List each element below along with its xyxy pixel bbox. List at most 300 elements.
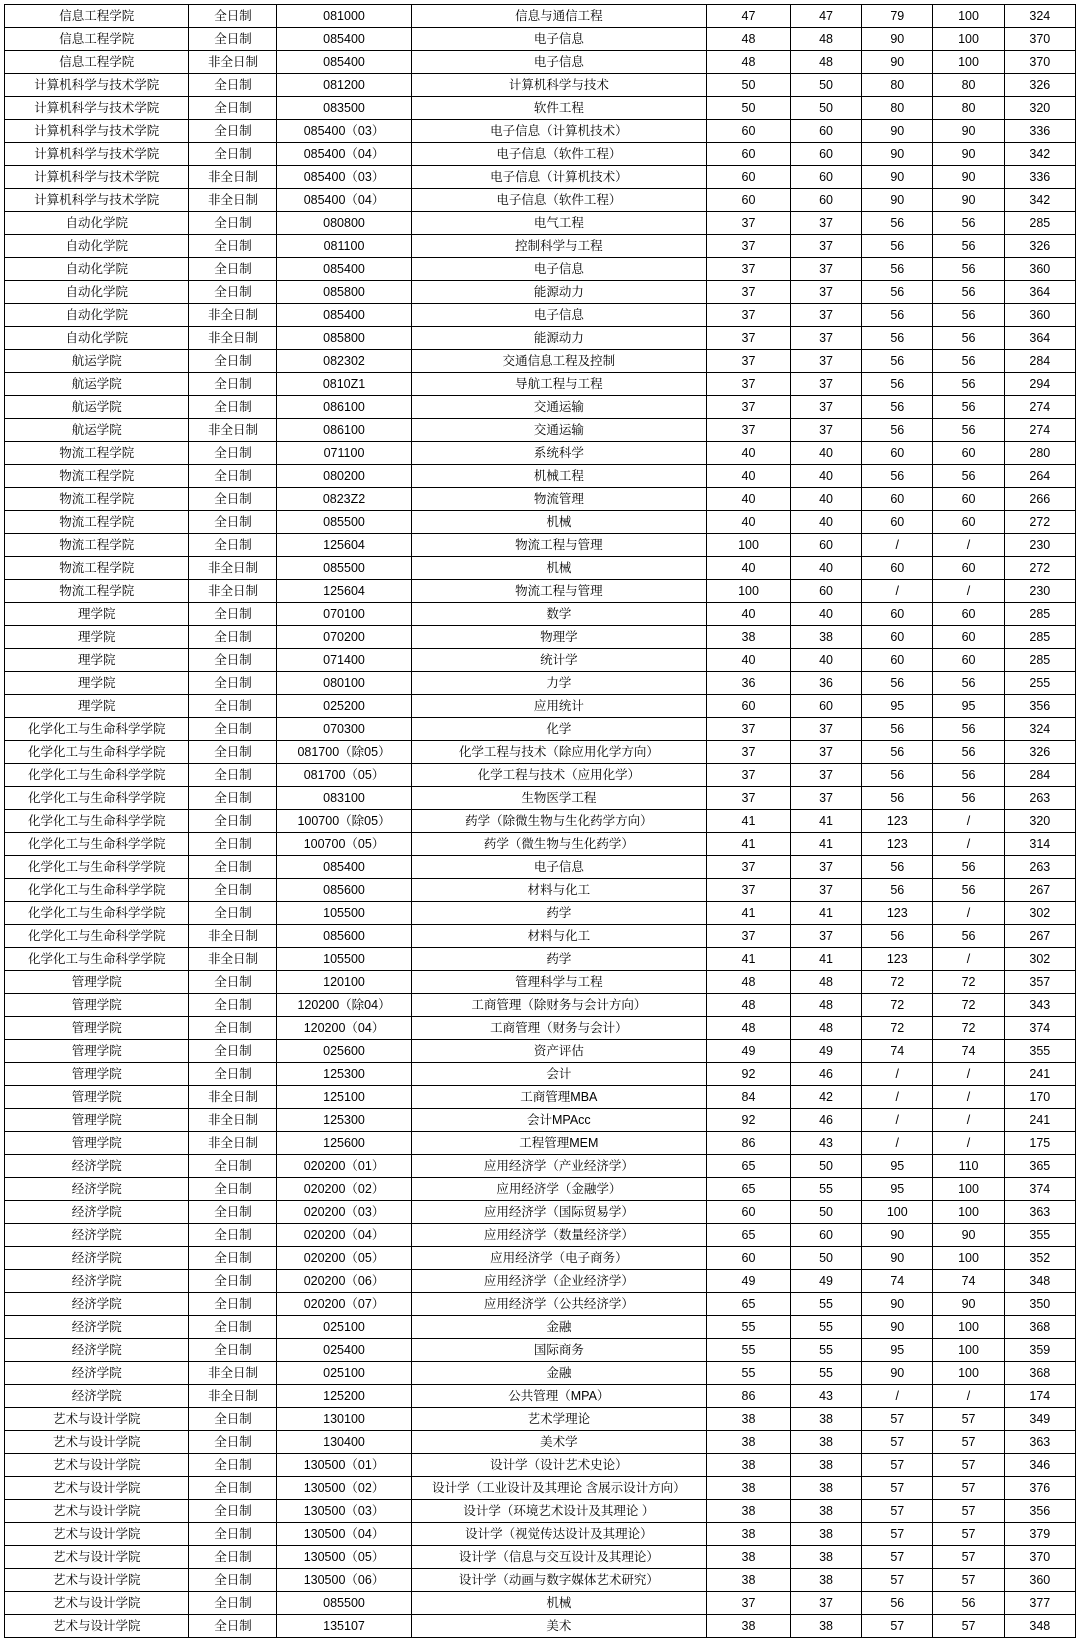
- cell-code: 085400: [277, 28, 411, 51]
- cell-total: 348: [1004, 1615, 1075, 1638]
- cell-v1: 65: [707, 1155, 791, 1178]
- cell-v4: 56: [933, 235, 1004, 258]
- cell-college: 航运学院: [5, 419, 189, 442]
- table-row: [5, 465, 1076, 488]
- cell-study_mode: 全日制: [189, 396, 277, 419]
- table-row: [5, 166, 1076, 189]
- cell-v2: 37: [790, 1592, 861, 1615]
- cell-v1: 55: [707, 1362, 791, 1385]
- cell-code: 020200（01）: [277, 1155, 411, 1178]
- cell-major: 电子信息（计算机技术）: [411, 120, 707, 143]
- cell-code: 120100: [277, 971, 411, 994]
- cell-v1: 40: [707, 603, 791, 626]
- cell-code: 085400: [277, 51, 411, 74]
- cell-college: 管理学院: [5, 971, 189, 994]
- cell-major: 应用经济学（产业经济学）: [411, 1155, 707, 1178]
- cell-total: 342: [1004, 143, 1075, 166]
- cell-v1: 37: [707, 1592, 791, 1615]
- cell-total: 355: [1004, 1040, 1075, 1063]
- cell-college: 理学院: [5, 695, 189, 718]
- cell-v2: 43: [790, 1132, 861, 1155]
- cell-v3: 123: [862, 948, 933, 971]
- cell-code: 125100: [277, 1086, 411, 1109]
- cell-code: 020200（02）: [277, 1178, 411, 1201]
- cell-study_mode: 全日制: [189, 994, 277, 1017]
- cell-v4: 80: [933, 97, 1004, 120]
- table-row: [5, 1431, 1076, 1454]
- cell-total: 379: [1004, 1523, 1075, 1546]
- cell-college: 管理学院: [5, 1017, 189, 1040]
- cell-code: 081000: [277, 5, 411, 28]
- cell-code: 020200（03）: [277, 1201, 411, 1224]
- cell-major: 电子信息: [411, 51, 707, 74]
- cell-study_mode: 全日制: [189, 695, 277, 718]
- cell-college: 艺术与设计学院: [5, 1615, 189, 1638]
- cell-college: 理学院: [5, 649, 189, 672]
- cell-v1: 47: [707, 5, 791, 28]
- cell-code: 085800: [277, 281, 411, 304]
- cell-v1: 60: [707, 120, 791, 143]
- cell-code: 025400: [277, 1339, 411, 1362]
- cell-study_mode: 全日制: [189, 1431, 277, 1454]
- cell-total: 285: [1004, 603, 1075, 626]
- cell-major: 电子信息: [411, 258, 707, 281]
- table-row: [5, 1132, 1076, 1155]
- table-row: [5, 603, 1076, 626]
- cell-v4: 56: [933, 419, 1004, 442]
- table-row: [5, 143, 1076, 166]
- cell-v4: 60: [933, 603, 1004, 626]
- cell-major: 电子信息（软件工程）: [411, 189, 707, 212]
- cell-college: 信息工程学院: [5, 5, 189, 28]
- cell-code: 070100: [277, 603, 411, 626]
- cell-v3: 57: [862, 1477, 933, 1500]
- cell-v4: 56: [933, 741, 1004, 764]
- cell-major: 能源动力: [411, 327, 707, 350]
- cell-college: 经济学院: [5, 1201, 189, 1224]
- cell-v1: 41: [707, 902, 791, 925]
- cell-total: 272: [1004, 557, 1075, 580]
- cell-v1: 38: [707, 1546, 791, 1569]
- cell-v4: 100: [933, 1316, 1004, 1339]
- cell-college: 自动化学院: [5, 327, 189, 350]
- cell-v1: 48: [707, 1017, 791, 1040]
- table-row: [5, 5, 1076, 28]
- cell-college: 经济学院: [5, 1339, 189, 1362]
- table-row: [5, 925, 1076, 948]
- cell-v3: 90: [862, 166, 933, 189]
- cell-total: 320: [1004, 97, 1075, 120]
- cell-v3: 90: [862, 28, 933, 51]
- cell-study_mode: 非全日制: [189, 948, 277, 971]
- cell-total: 349: [1004, 1408, 1075, 1431]
- cell-study_mode: 全日制: [189, 672, 277, 695]
- cell-major: 药学（微生物与生化药学）: [411, 833, 707, 856]
- cell-v2: 37: [790, 212, 861, 235]
- cell-college: 艺术与设计学院: [5, 1546, 189, 1569]
- cell-v2: 60: [790, 534, 861, 557]
- cell-college: 物流工程学院: [5, 488, 189, 511]
- cell-study_mode: 全日制: [189, 1293, 277, 1316]
- cell-college: 物流工程学院: [5, 534, 189, 557]
- table-row: [5, 1224, 1076, 1247]
- cell-v3: 56: [862, 350, 933, 373]
- cell-v1: 38: [707, 1615, 791, 1638]
- cell-v1: 37: [707, 304, 791, 327]
- cell-code: 020200（04）: [277, 1224, 411, 1247]
- table-row: [5, 1086, 1076, 1109]
- cell-v1: 48: [707, 971, 791, 994]
- table-row: [5, 649, 1076, 672]
- cell-v4: 90: [933, 166, 1004, 189]
- cell-college: 艺术与设计学院: [5, 1431, 189, 1454]
- table-row: [5, 51, 1076, 74]
- cell-v4: 74: [933, 1270, 1004, 1293]
- table-row: [5, 557, 1076, 580]
- cell-v2: 38: [790, 626, 861, 649]
- cell-code: 100700（除05）: [277, 810, 411, 833]
- cell-v4: /: [933, 833, 1004, 856]
- cell-total: 326: [1004, 235, 1075, 258]
- table-row: [5, 1477, 1076, 1500]
- cell-total: 324: [1004, 5, 1075, 28]
- cell-total: 324: [1004, 718, 1075, 741]
- cell-v2: 37: [790, 281, 861, 304]
- cell-v4: 72: [933, 1017, 1004, 1040]
- cell-v1: 37: [707, 281, 791, 304]
- cell-total: 274: [1004, 419, 1075, 442]
- cell-total: 320: [1004, 810, 1075, 833]
- cell-major: 机械工程: [411, 465, 707, 488]
- cell-v4: 56: [933, 281, 1004, 304]
- cell-study_mode: 全日制: [189, 74, 277, 97]
- cell-code: 020200（06）: [277, 1270, 411, 1293]
- cell-study_mode: 全日制: [189, 1178, 277, 1201]
- cell-v1: 38: [707, 1500, 791, 1523]
- cell-v2: 37: [790, 304, 861, 327]
- table-row: [5, 1569, 1076, 1592]
- cell-major: 能源动力: [411, 281, 707, 304]
- table-row: [5, 488, 1076, 511]
- cell-total: 346: [1004, 1454, 1075, 1477]
- cell-study_mode: 全日制: [189, 879, 277, 902]
- cell-major: 工商管理（除财务与会计方向）: [411, 994, 707, 1017]
- cell-v2: 38: [790, 1477, 861, 1500]
- cell-v3: 60: [862, 511, 933, 534]
- cell-v4: 90: [933, 143, 1004, 166]
- cell-major: 管理科学与工程: [411, 971, 707, 994]
- cell-study_mode: 全日制: [189, 5, 277, 28]
- cell-total: 343: [1004, 994, 1075, 1017]
- cell-v1: 60: [707, 166, 791, 189]
- cell-college: 艺术与设计学院: [5, 1454, 189, 1477]
- cell-study_mode: 全日制: [189, 1201, 277, 1224]
- cell-v1: 86: [707, 1385, 791, 1408]
- cell-v2: 37: [790, 718, 861, 741]
- cell-college: 艺术与设计学院: [5, 1523, 189, 1546]
- table-row: [5, 1500, 1076, 1523]
- cell-college: 经济学院: [5, 1247, 189, 1270]
- cell-study_mode: 全日制: [189, 902, 277, 925]
- cell-v4: /: [933, 1109, 1004, 1132]
- cell-v3: 90: [862, 51, 933, 74]
- cell-study_mode: 全日制: [189, 488, 277, 511]
- cell-code: 085400: [277, 856, 411, 879]
- cell-v2: 37: [790, 879, 861, 902]
- cell-v1: 48: [707, 51, 791, 74]
- cell-college: 经济学院: [5, 1224, 189, 1247]
- cell-college: 经济学院: [5, 1362, 189, 1385]
- cell-major: 工商管理（财务与会计）: [411, 1017, 707, 1040]
- cell-major: 化学工程与技术（除应用化学方向）: [411, 741, 707, 764]
- table-row: [5, 1454, 1076, 1477]
- cell-v2: 37: [790, 235, 861, 258]
- cell-study_mode: 全日制: [189, 281, 277, 304]
- cell-total: 377: [1004, 1592, 1075, 1615]
- cell-v4: 57: [933, 1408, 1004, 1431]
- cell-v2: 37: [790, 856, 861, 879]
- cell-v3: 56: [862, 465, 933, 488]
- cell-code: 085600: [277, 879, 411, 902]
- cell-study_mode: 非全日制: [189, 580, 277, 603]
- cell-v1: 37: [707, 925, 791, 948]
- cell-college: 化学化工与生命科学学院: [5, 764, 189, 787]
- cell-v1: 60: [707, 695, 791, 718]
- cell-total: 230: [1004, 580, 1075, 603]
- cell-v3: 90: [862, 1316, 933, 1339]
- cell-v2: 38: [790, 1454, 861, 1477]
- cell-v1: 60: [707, 143, 791, 166]
- cell-v3: 60: [862, 626, 933, 649]
- cell-v2: 47: [790, 5, 861, 28]
- cell-v1: 37: [707, 718, 791, 741]
- cell-v1: 41: [707, 833, 791, 856]
- cell-v1: 38: [707, 1408, 791, 1431]
- cell-major: 设计学（信息与交互设计及其理论）: [411, 1546, 707, 1569]
- cell-code: 025100: [277, 1316, 411, 1339]
- cell-total: 280: [1004, 442, 1075, 465]
- cell-total: 285: [1004, 649, 1075, 672]
- cell-code: 130500（04）: [277, 1523, 411, 1546]
- cell-college: 化学化工与生命科学学院: [5, 902, 189, 925]
- cell-v4: 100: [933, 51, 1004, 74]
- cell-v3: 90: [862, 189, 933, 212]
- cell-v4: 56: [933, 258, 1004, 281]
- cell-v2: 37: [790, 764, 861, 787]
- cell-v3: 79: [862, 5, 933, 28]
- cell-v3: 95: [862, 1178, 933, 1201]
- cell-major: 会计: [411, 1063, 707, 1086]
- cell-college: 理学院: [5, 626, 189, 649]
- cell-college: 物流工程学院: [5, 511, 189, 534]
- cell-study_mode: 非全日制: [189, 1086, 277, 1109]
- cell-total: 267: [1004, 879, 1075, 902]
- cell-study_mode: 非全日制: [189, 925, 277, 948]
- cell-v2: 40: [790, 511, 861, 534]
- cell-study_mode: 全日制: [189, 1040, 277, 1063]
- cell-college: 经济学院: [5, 1293, 189, 1316]
- cell-major: 统计学: [411, 649, 707, 672]
- cell-college: 自动化学院: [5, 304, 189, 327]
- cell-college: 物流工程学院: [5, 557, 189, 580]
- cell-v3: 56: [862, 1592, 933, 1615]
- cell-v4: /: [933, 1086, 1004, 1109]
- cell-study_mode: 全日制: [189, 856, 277, 879]
- cell-v4: 56: [933, 396, 1004, 419]
- cell-major: 化学: [411, 718, 707, 741]
- cell-v2: 50: [790, 1155, 861, 1178]
- cell-major: 系统科学: [411, 442, 707, 465]
- cell-major: 美术: [411, 1615, 707, 1638]
- cell-v3: 90: [862, 120, 933, 143]
- cell-study_mode: 非全日制: [189, 1132, 277, 1155]
- cell-major: 信息与通信工程: [411, 5, 707, 28]
- table-row: [5, 695, 1076, 718]
- cell-code: 080200: [277, 465, 411, 488]
- cell-study_mode: 全日制: [189, 1523, 277, 1546]
- cell-v2: 60: [790, 189, 861, 212]
- cell-v4: 100: [933, 28, 1004, 51]
- cell-major: 应用经济学（金融学）: [411, 1178, 707, 1201]
- cell-v3: 60: [862, 488, 933, 511]
- cell-v3: 56: [862, 925, 933, 948]
- cell-college: 自动化学院: [5, 258, 189, 281]
- cell-total: 266: [1004, 488, 1075, 511]
- cell-v2: 40: [790, 649, 861, 672]
- cell-v1: 40: [707, 511, 791, 534]
- table-row: [5, 787, 1076, 810]
- cell-v4: 60: [933, 442, 1004, 465]
- table-row: [5, 235, 1076, 258]
- cell-college: 艺术与设计学院: [5, 1569, 189, 1592]
- cell-college: 信息工程学院: [5, 51, 189, 74]
- cell-v1: 37: [707, 419, 791, 442]
- cell-v4: 56: [933, 373, 1004, 396]
- table-row: [5, 1385, 1076, 1408]
- cell-major: 设计学（动画与数字媒体艺术研究）: [411, 1569, 707, 1592]
- cell-total: 368: [1004, 1362, 1075, 1385]
- cell-major: 电气工程: [411, 212, 707, 235]
- cell-v4: 57: [933, 1431, 1004, 1454]
- cell-v1: 60: [707, 189, 791, 212]
- cell-v1: 41: [707, 810, 791, 833]
- cell-v3: 56: [862, 856, 933, 879]
- cell-v2: 41: [790, 902, 861, 925]
- cell-v2: 40: [790, 557, 861, 580]
- cell-college: 化学化工与生命科学学院: [5, 879, 189, 902]
- cell-study_mode: 全日制: [189, 971, 277, 994]
- cell-study_mode: 全日制: [189, 1408, 277, 1431]
- cell-college: 航运学院: [5, 396, 189, 419]
- table-row: [5, 258, 1076, 281]
- cell-v4: 57: [933, 1569, 1004, 1592]
- cell-total: 326: [1004, 741, 1075, 764]
- cell-total: 302: [1004, 948, 1075, 971]
- cell-v3: 57: [862, 1615, 933, 1638]
- cell-total: 241: [1004, 1063, 1075, 1086]
- cell-code: 085400: [277, 304, 411, 327]
- cell-major: 材料与化工: [411, 925, 707, 948]
- cell-v2: 60: [790, 166, 861, 189]
- cell-college: 信息工程学院: [5, 28, 189, 51]
- admission-score-table: [4, 4, 1076, 1638]
- cell-v2: 37: [790, 396, 861, 419]
- cell-v4: /: [933, 948, 1004, 971]
- cell-v3: 74: [862, 1040, 933, 1063]
- cell-v2: 60: [790, 120, 861, 143]
- cell-code: 085400（04）: [277, 189, 411, 212]
- cell-v2: 38: [790, 1431, 861, 1454]
- cell-v2: 41: [790, 948, 861, 971]
- cell-college: 经济学院: [5, 1385, 189, 1408]
- cell-major: 机械: [411, 511, 707, 534]
- cell-v4: 72: [933, 994, 1004, 1017]
- cell-code: 0810Z1: [277, 373, 411, 396]
- cell-v3: 123: [862, 833, 933, 856]
- table-row: [5, 28, 1076, 51]
- cell-code: 130500（03）: [277, 1500, 411, 1523]
- cell-college: 经济学院: [5, 1270, 189, 1293]
- cell-major: 设计学（视觉传达设计及其理论）: [411, 1523, 707, 1546]
- cell-major: 公共管理（MPA）: [411, 1385, 707, 1408]
- cell-v3: 74: [862, 1270, 933, 1293]
- cell-v2: 49: [790, 1040, 861, 1063]
- table-row: [5, 902, 1076, 925]
- cell-v4: 56: [933, 764, 1004, 787]
- cell-v4: /: [933, 902, 1004, 925]
- table-row: [5, 580, 1076, 603]
- cell-study_mode: 全日制: [189, 1247, 277, 1270]
- cell-v2: 36: [790, 672, 861, 695]
- table-row: [5, 1362, 1076, 1385]
- cell-code: 105500: [277, 902, 411, 925]
- cell-study_mode: 全日制: [189, 373, 277, 396]
- cell-college: 化学化工与生命科学学院: [5, 718, 189, 741]
- cell-v2: 40: [790, 442, 861, 465]
- cell-v1: 38: [707, 1431, 791, 1454]
- cell-v2: 38: [790, 1523, 861, 1546]
- cell-major: 药学: [411, 902, 707, 925]
- cell-college: 管理学院: [5, 1086, 189, 1109]
- cell-total: 326: [1004, 74, 1075, 97]
- cell-code: 125600: [277, 1132, 411, 1155]
- cell-code: 125300: [277, 1063, 411, 1086]
- cell-v3: 56: [862, 396, 933, 419]
- cell-major: 电子信息: [411, 28, 707, 51]
- cell-v3: /: [862, 1132, 933, 1155]
- cell-v4: 100: [933, 1247, 1004, 1270]
- cell-total: 370: [1004, 1546, 1075, 1569]
- cell-v1: 38: [707, 626, 791, 649]
- cell-major: 会计MPAcc: [411, 1109, 707, 1132]
- cell-college: 计算机科学与技术学院: [5, 120, 189, 143]
- cell-v4: 56: [933, 350, 1004, 373]
- cell-code: 081100: [277, 235, 411, 258]
- cell-college: 化学化工与生命科学学院: [5, 741, 189, 764]
- cell-study_mode: 非全日制: [189, 1109, 277, 1132]
- cell-v2: 40: [790, 603, 861, 626]
- cell-code: 020200（05）: [277, 1247, 411, 1270]
- cell-major: 应用经济学（数量经济学）: [411, 1224, 707, 1247]
- cell-v1: 49: [707, 1040, 791, 1063]
- cell-code: 130400: [277, 1431, 411, 1454]
- cell-v1: 37: [707, 764, 791, 787]
- cell-college: 自动化学院: [5, 235, 189, 258]
- cell-college: 化学化工与生命科学学院: [5, 810, 189, 833]
- cell-v2: 46: [790, 1109, 861, 1132]
- cell-major: 控制科学与工程: [411, 235, 707, 258]
- table-row: [5, 1546, 1076, 1569]
